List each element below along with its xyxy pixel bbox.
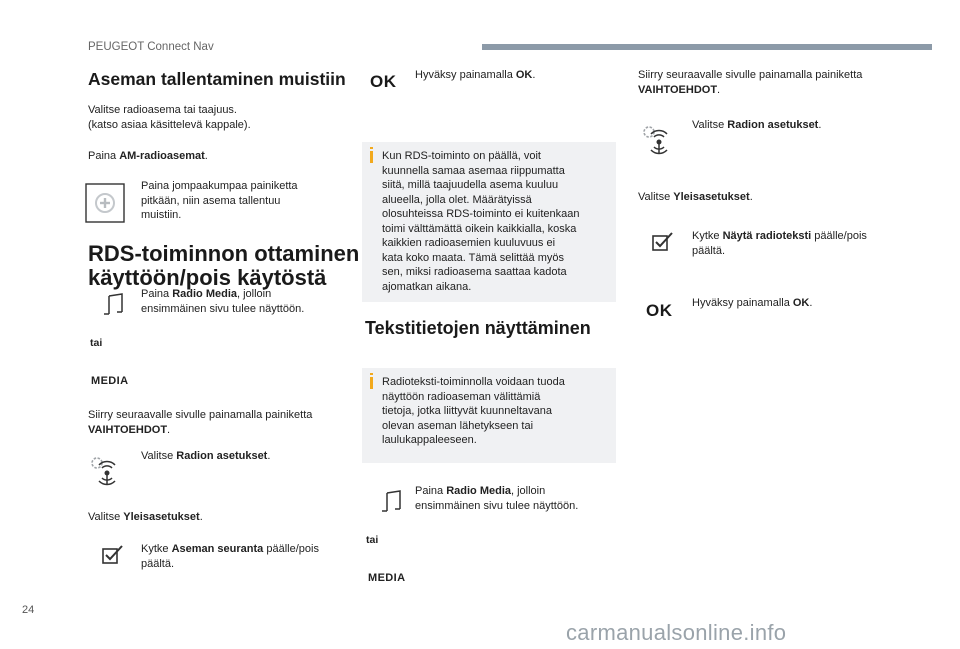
intro-line: Valitse radioasema tai taajuus. <box>88 104 237 116</box>
music-note-icon <box>380 489 404 515</box>
watermark: carmanualsonline.info <box>566 620 787 645</box>
radio-settings-icon <box>88 453 122 487</box>
info-icon-dot <box>370 147 373 149</box>
checkbox-checked-icon <box>652 232 674 252</box>
options-term: VAIHTOEHDOT <box>88 423 168 436</box>
general-settings-term: Yleisasetukset <box>673 191 750 203</box>
general-settings-instruction: Valitse Yleisasetukset. <box>88 511 203 523</box>
page-number: 24 <box>22 604 35 616</box>
info-icon-dot <box>370 373 373 375</box>
or-label: tai <box>366 534 379 546</box>
radio-settings-step: Valitse Radion asetukset. <box>692 119 822 131</box>
general-settings-instruction: Valitse Yleisasetukset. <box>638 191 753 203</box>
section-heading-text-info: Tekstitietojen näyttäminen <box>365 318 591 338</box>
general-settings-term: Yleisasetukset <box>123 511 200 523</box>
manual-header-title: PEUGEOT Connect Nav <box>88 41 214 53</box>
next-page-instruction: Siirry seuraavalle sivulle painamalla painiketta VAIHTOEHDOT. <box>638 69 863 96</box>
show-radiotext-step: Kytke Näytä radioteksti päälle/pois päältä. <box>692 230 867 257</box>
am-stations-term: AM-radioasemat <box>119 150 205 162</box>
confirm-ok-step: Hyväksy painamalla OK. <box>692 297 813 309</box>
intro-paragraph <box>88 103 251 132</box>
confirm-ok-step: Hyväksy painamalla OK. <box>415 69 536 81</box>
info-box-rds: Kun RDS-toiminto on päällä, voit kuunnella samaa asemaa riippumatta siitä, millä taajuudella asema kuuluu alueella, jolla olet. Määrätyissä olosuhteissa RDS-toiminto ei kuitenkaan toimi välttämättä oikein kaikkialla, koska kaikkien radioasemien kuuluvuus ei kata koko maata. Tämä selittää myös sen, miksi radioasema saattaa kadota ajomatkan aikana. <box>362 142 616 302</box>
info-icon-bar <box>370 151 373 163</box>
ok-button-label: OK <box>370 72 397 91</box>
radio-media-step: Paina Radio Media, jolloin ensimmäinen sivu tulee näyttöön. <box>415 485 579 512</box>
or-label: tai <box>90 337 103 349</box>
radio-settings-icon <box>640 122 674 156</box>
section-heading-rds: RDS-toiminnon ottaminen käyttöön/pois käytöstä <box>88 241 360 291</box>
radio-media-term: Radio Media <box>446 485 511 497</box>
ok-term: OK <box>515 69 533 81</box>
ok-button-label: OK <box>646 301 673 320</box>
radio-media-step: Paina Radio Media, jolloin ensimmäinen sivu tulee näyttöön. <box>141 288 305 315</box>
station-tracking-term: Aseman seuranta <box>171 543 264 555</box>
section-heading-save-station: Aseman tallentaminen muistiin <box>88 69 346 89</box>
radio-settings-term: Radion asetukset <box>727 119 819 131</box>
options-term: VAIHTOEHDOT <box>638 83 718 96</box>
checkbox-checked-icon <box>102 545 124 565</box>
press-am-instruction: Paina AM-radioasemat. <box>88 150 208 162</box>
info-icon-bar <box>370 377 373 389</box>
save-station-step: Paina jompaakumpaa painiketta pitkään, niin asema tallentuu muistiin. <box>141 180 298 222</box>
intro-line: (katso asiaa käsittelevä kappale). <box>88 118 251 131</box>
header-divider-bar <box>482 44 932 50</box>
station-tracking-step: Kytke Aseman seuranta päälle/pois päältä. <box>141 543 319 570</box>
media-button-label: MEDIA <box>91 375 129 387</box>
radio-settings-term: Radion asetukset <box>176 450 268 462</box>
music-note-icon <box>102 292 126 318</box>
radio-media-term: Radio Media <box>172 288 237 300</box>
next-page-instruction: Siirry seuraavalle sivulle painamalla painiketta VAIHTOEHDOT. <box>88 409 313 436</box>
preset-add-button-icon <box>85 183 125 223</box>
show-radiotext-term: Näytä radioteksti <box>722 230 812 242</box>
media-button-label: MEDIA <box>368 572 406 584</box>
ok-term: OK <box>792 297 810 309</box>
radio-settings-step: Valitse Radion asetukset. <box>141 450 271 462</box>
info-box-radiotext: Radioteksti-toiminnolla voidaan tuoda näyttöön radioaseman välittämiä tietoja, jotka liittyvät kuunneltavana olevan aseman lähetykseen tai laulukappaleeseen. <box>362 368 616 463</box>
